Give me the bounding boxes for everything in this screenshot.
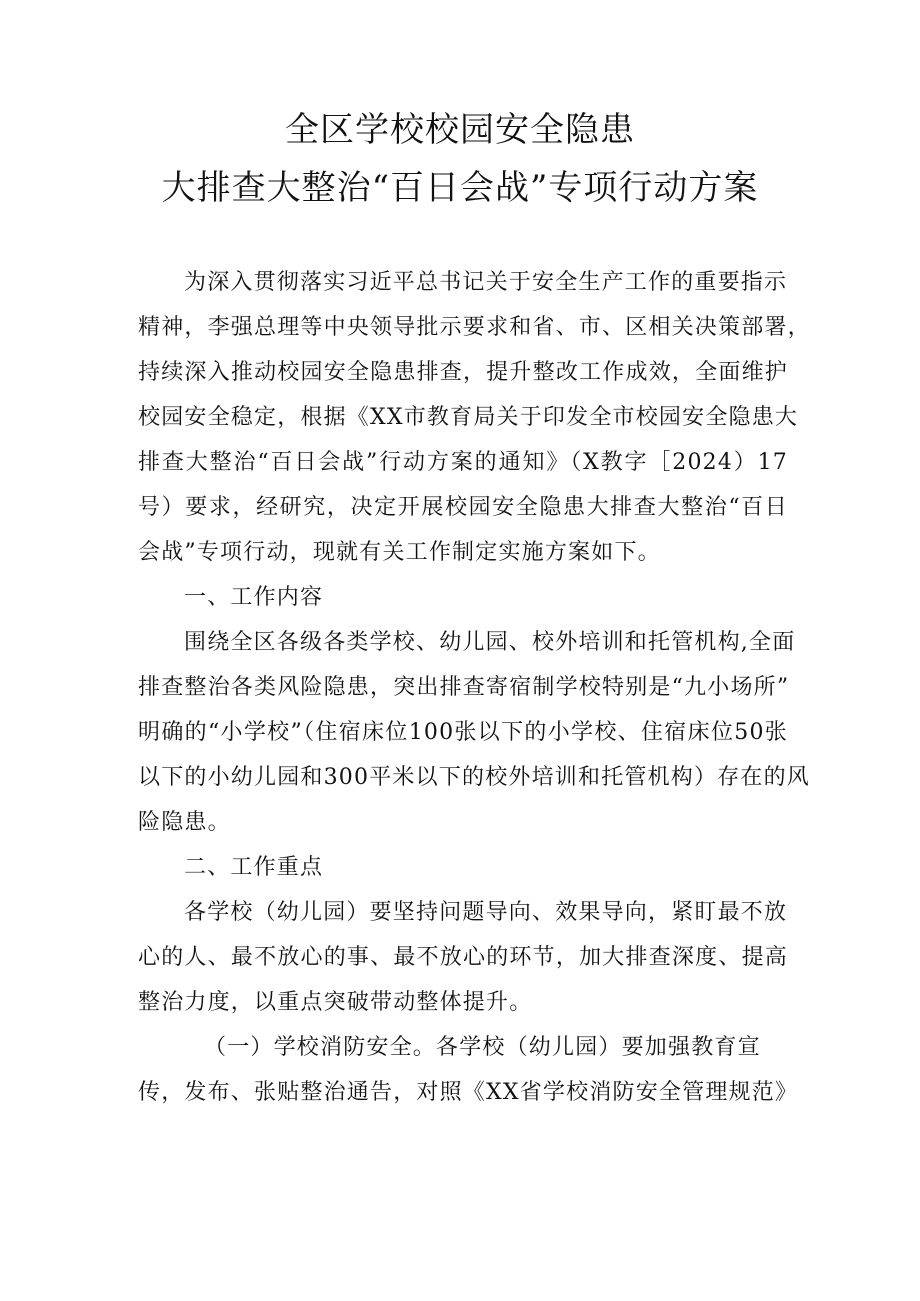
paragraph-line: 会战”专项行动，现就有关工作制定实施方案如下。 <box>138 540 661 565</box>
subsection-line: 传，发布、张贴整治通告，对照《XX省学校消防安全管理规范》 <box>138 1080 799 1105</box>
paragraph-line: 各学校（幼儿园）要坚持问题导向、效果导向，紧盯最不放 <box>184 900 788 925</box>
paragraph-line: 排查大整治“百日会战”行动方案的通知》（X教字［2024）17 <box>138 450 788 475</box>
paragraph-line: 精神，李强总理等中央领导批示要求和省、市、区相关决策部署， <box>138 315 811 340</box>
paragraph-line: 持续深入推动校园安全隐患排查，提升整改工作成效，全面维护 <box>138 360 788 385</box>
paragraph-line: 心的人、最不放心的事、最不放心的环节，加大排查深度、提高 <box>138 945 788 970</box>
paragraph-line: 整治力度，以重点突破带动整体提升。 <box>138 990 533 1015</box>
paragraph-line: 围绕全区各级各类学校、幼儿园、校外培训和托管机构,全面 <box>184 630 796 655</box>
paragraph-line: 为深入贯彻落实习近平总书记关于安全生产工作的重要指示 <box>184 270 788 295</box>
paragraph-line: 以下的小幼儿园和300平米以下的校外培训和托管机构）存在的风 <box>138 765 810 790</box>
paragraph-line: 险隐患。 <box>138 810 231 835</box>
document-title-line-2: 大排查大整治“百日会战”专项行动方案 <box>161 168 759 208</box>
section-heading: 一、工作内容 <box>184 585 324 610</box>
subsection-line: （一）学校消防安全。各学校（幼儿园）要加强教育宣 <box>204 1035 761 1060</box>
paragraph-line: 明确的“小学校”（住宿床位100张以下的小学校、住宿床位50张 <box>138 720 788 745</box>
document-title-line-1: 全区学校校园安全隐患 <box>285 110 635 150</box>
section-heading: 二、工作重点 <box>184 855 324 880</box>
document-body <box>138 260 811 1115</box>
paragraph-line: 校园安全稳定，根据《XX市教育局关于印发全市校园安全隐患大 <box>138 405 799 430</box>
paragraph-line: 号）要求，经研究，决定开展校园安全隐患大排查大整治“百日 <box>138 495 788 520</box>
paragraph-line: 排查整治各类风险隐患，突出排查寄宿制学校特别是“九小场所” <box>138 675 790 700</box>
